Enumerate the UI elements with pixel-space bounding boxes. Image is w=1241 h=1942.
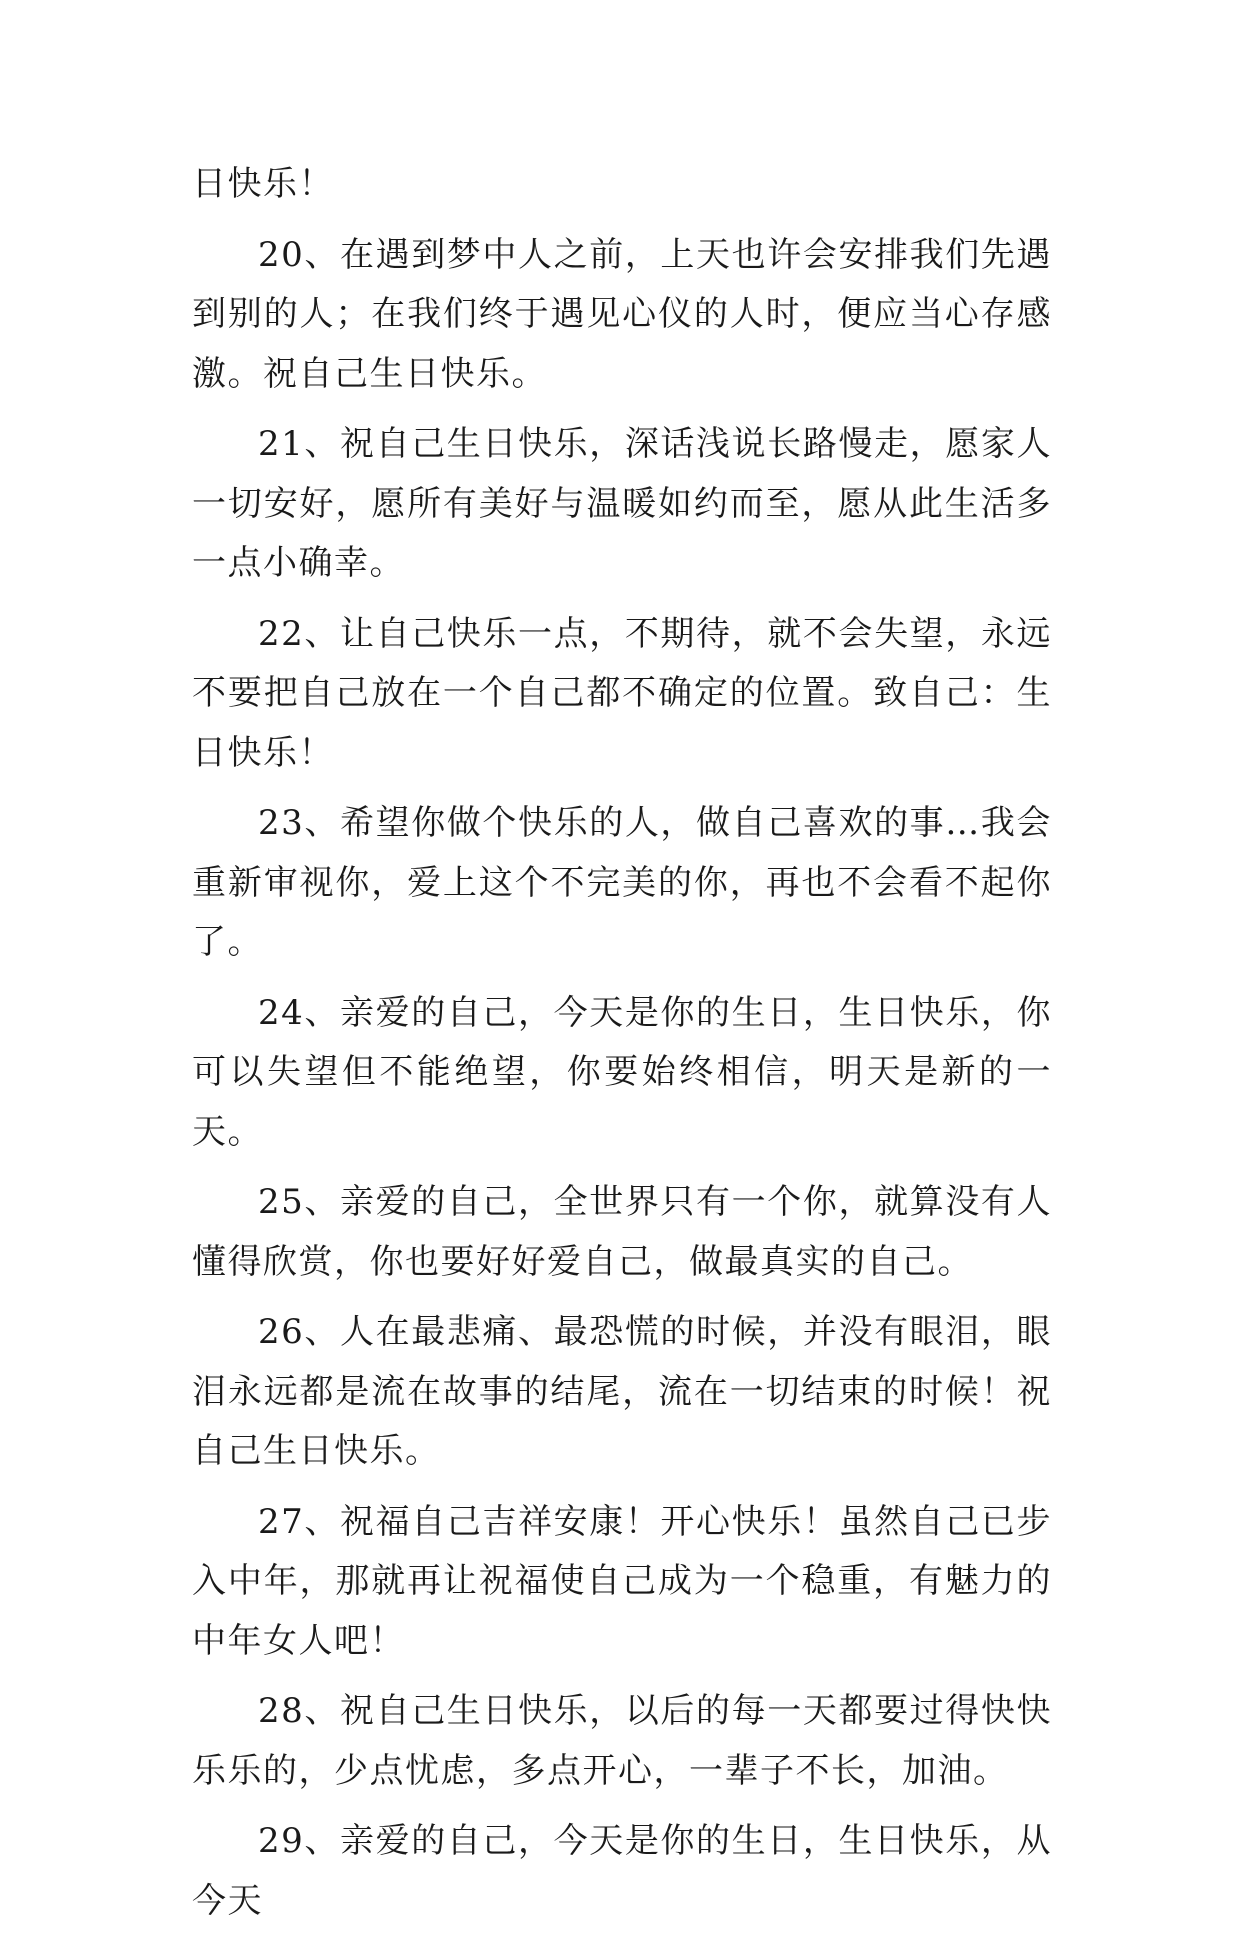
paragraph-item-23: 23、希望你做个快乐的人，做自己喜欢的事…我会重新审视你，爱上这个不完美的你，再也不会看不起你了。 — [192, 803, 1052, 962]
paragraph-item-26: 26、人在最悲痛、最恐慌的时候，并没有眼泪，眼泪永远都是流在故事的结尾，流在一切结束的时候！祝自己生日快乐。 — [192, 1312, 1052, 1471]
paragraph-item-27: 27、祝福自己吉祥安康！开心快乐！虽然自己已步入中年，那就再让祝福使自己成为一个稳重，有魅力的中年女人吧！ — [192, 1501, 1052, 1661]
paragraph-item-21: 21、祝自己生日快乐，深话浅说长路慢走，愿家人一切安好，愿所有美好与温暖如约而至，愿从此生活多一点小确幸。 — [192, 424, 1052, 583]
paragraph-item-28: 28、祝自己生日快乐，以后的每一天都要过得快快乐乐的，少点忧虑，多点开心，一辈子不长，加油。 — [192, 1691, 1052, 1791]
paragraph-item-20: 20、在遇到梦中人之前，上天也许会安排我们先遇到别的人；在我们终于遇见心仪的人时，便应当心存感激。祝自己生日快乐。 — [192, 234, 1052, 394]
paragraph-item-24: 24、亲爱的自己，今天是你的生日，生日快乐，你可以失望但不能绝望，你要始终相信，明天是新的一天。 — [192, 992, 1052, 1152]
paragraph-item-29: 29、亲爱的自己，今天是你的生日，生日快乐，从今天 — [192, 1821, 1052, 1921]
paragraph-item-22: 22、让自己快乐一点，不期待，就不会失望，永远不要把自己放在一个自己都不确定的位置。致自己：生日快乐！ — [192, 613, 1052, 773]
document-body — [192, 155, 1052, 1942]
paragraph-continuation: 日快乐！ — [192, 164, 334, 204]
paragraph-item-25: 25、亲爱的自己，全世界只有一个你，就算没有人懂得欣赏，你也要好好爱自己，做最真实的自己。 — [192, 1182, 1052, 1282]
